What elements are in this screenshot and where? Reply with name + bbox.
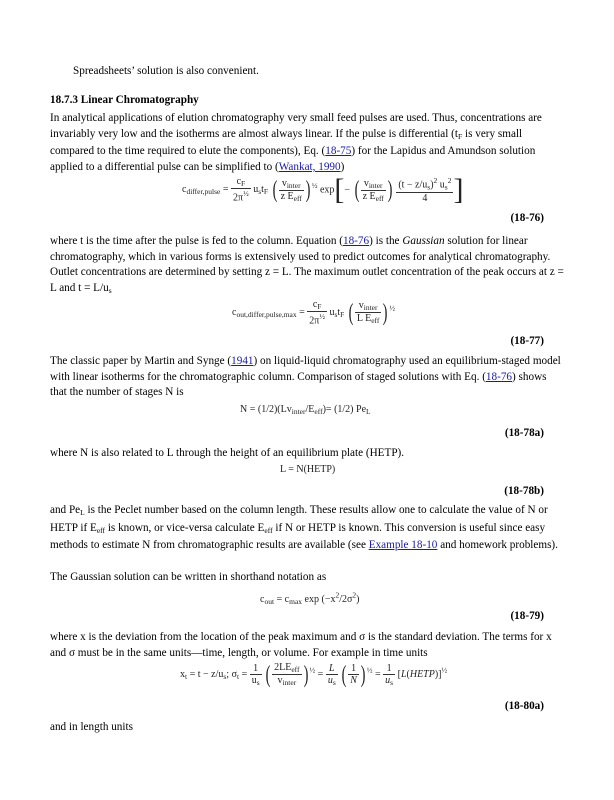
section-title: 18.7.3 Linear Chromatography bbox=[50, 94, 199, 106]
paragraph-6: The Gaussian solution can be written in shorthand notation as bbox=[50, 571, 327, 583]
paragraph-7: where x is the deviation from the location of the peak maximum and σ is the standard deviation. The terms for x and σ must be in the same units—time, length, or volume. For example in time units bbox=[50, 631, 552, 659]
equation-number-18-78a: (18-78a) bbox=[504, 427, 544, 439]
paragraph-4: where N is also related to L through the height of an equilibrium plate (HETP). bbox=[50, 447, 405, 459]
equation-number-18-79: (18-79) bbox=[510, 610, 544, 622]
equation-number-18-77: (18-77) bbox=[510, 335, 544, 347]
paragraph-8: and in length units bbox=[50, 721, 133, 733]
link-example-18-10[interactable]: Example 18-10 bbox=[368, 539, 438, 552]
paragraph-1: In analytical applications of elution chromatography very small feed pulses are used. Thus, concentrations are invariably very low and the isotherms are almost always linear. If the pulse is differential ($t_F$ is very small compared to the time required to elute the components), Eq. (18-75) for the Lapidus and Amundson solution applied to a differential pulse can be simplified to (Wankat, 1990) bbox=[50, 112, 542, 173]
equation-18-80a: $x_t = t - z/u_s$; $\sigma_t$ = $\frac{1}{u_s}$ ( $\frac{2LE_{eff}}{v_{inter}}$ ) $^{\frac{1}{2}}$ = $\frac{L}{u_s}$ ( $\frac{1}{N}$ ) $^{\frac{1}{2}}$ = $\frac{1}{u_s}$ [L(HETP)]$^{\frac{1}{2}}$ bbox=[180, 661, 448, 688]
equation-18-78b: L = N(HETP) bbox=[280, 464, 336, 475]
link-wankat-1990[interactable]: Wankat, 1990 bbox=[278, 160, 341, 173]
equation-18-77: $c_{out,differ,pulse,max}$ = $\frac{c_F}{2\pi^{\frac{1}{2}}}$ $u_st_F$ ( $\frac{v_{inter}}{L E_{eff}}$ ) $^{\frac{1}{2}}$ bbox=[232, 299, 396, 327]
equation-18-79: $c_{out} = c_{max}$ $\exp (-x^2/2\sigma^2)$ bbox=[260, 591, 360, 607]
equation-number-18-78b: (18-78b) bbox=[504, 485, 544, 497]
paragraph-3: The classic paper by Martin and Synge (1941) on liquid-liquid chromatography used an equilibrium-staged model with linear isotherms for the chromatographic column. Comparison of staged solutions with Eq. (18-76) shows that the number of stages N is bbox=[50, 355, 561, 399]
link-eq-18-76[interactable]: 18-76 bbox=[342, 235, 370, 247]
equation-number-18-80a: (18-80a) bbox=[504, 700, 544, 712]
intro-line: Spreadsheets’ solution is also convenient. bbox=[73, 65, 259, 77]
link-eq-18-75[interactable]: 18-75 bbox=[325, 145, 352, 158]
equation-number-18-76: (18-76) bbox=[510, 212, 544, 224]
link-1941[interactable]: 1941 bbox=[231, 355, 254, 367]
link-eq-18-76-b[interactable]: 18-76 bbox=[485, 370, 513, 383]
equation-18-78a: $N = (1/2)(Lv_{inter}/E_{eff})= (1/2)$ $Pe_L$ bbox=[240, 404, 371, 416]
paragraph-5: and $Pe_L$ is the Peclet number based on the column length. These results allow one to calculate the value of N or HETP if $E_{eff}$ is known, or vice-versa calculate $E_{eff}$ if N or HETP is known. This conversion is useful since easy methods to estimate N from chromatographic results are available (see Example 18-10 and homework problems). bbox=[50, 504, 558, 552]
paragraph-2: where t is the time after the pulse is fed to the column. Equation (18-76) is the Gaussian solution for linear chromatography, which in various forms is extensively used to predict outcomes for analytical chromatography. Outlet concentrations are determined by setting z = L. The maximum outlet concentration of the peak occurs at z = L and $t = L/u_s$ bbox=[50, 235, 564, 295]
equation-18-76: $c_{differ,pulse}$ = $\frac{c_F}{2\pi^{\frac{1}{2}}}$ $u_st_F$ ( $\frac{v_{inter}}{z E_{eff}}$ ) $^{\frac{1}{2}}$ exp[− ( $\frac{v_{inter}}{z E_{eff}}$ ) $\frac{(t - z/u_s)^2 u_s^2}{4}$ ] bbox=[182, 173, 464, 206]
